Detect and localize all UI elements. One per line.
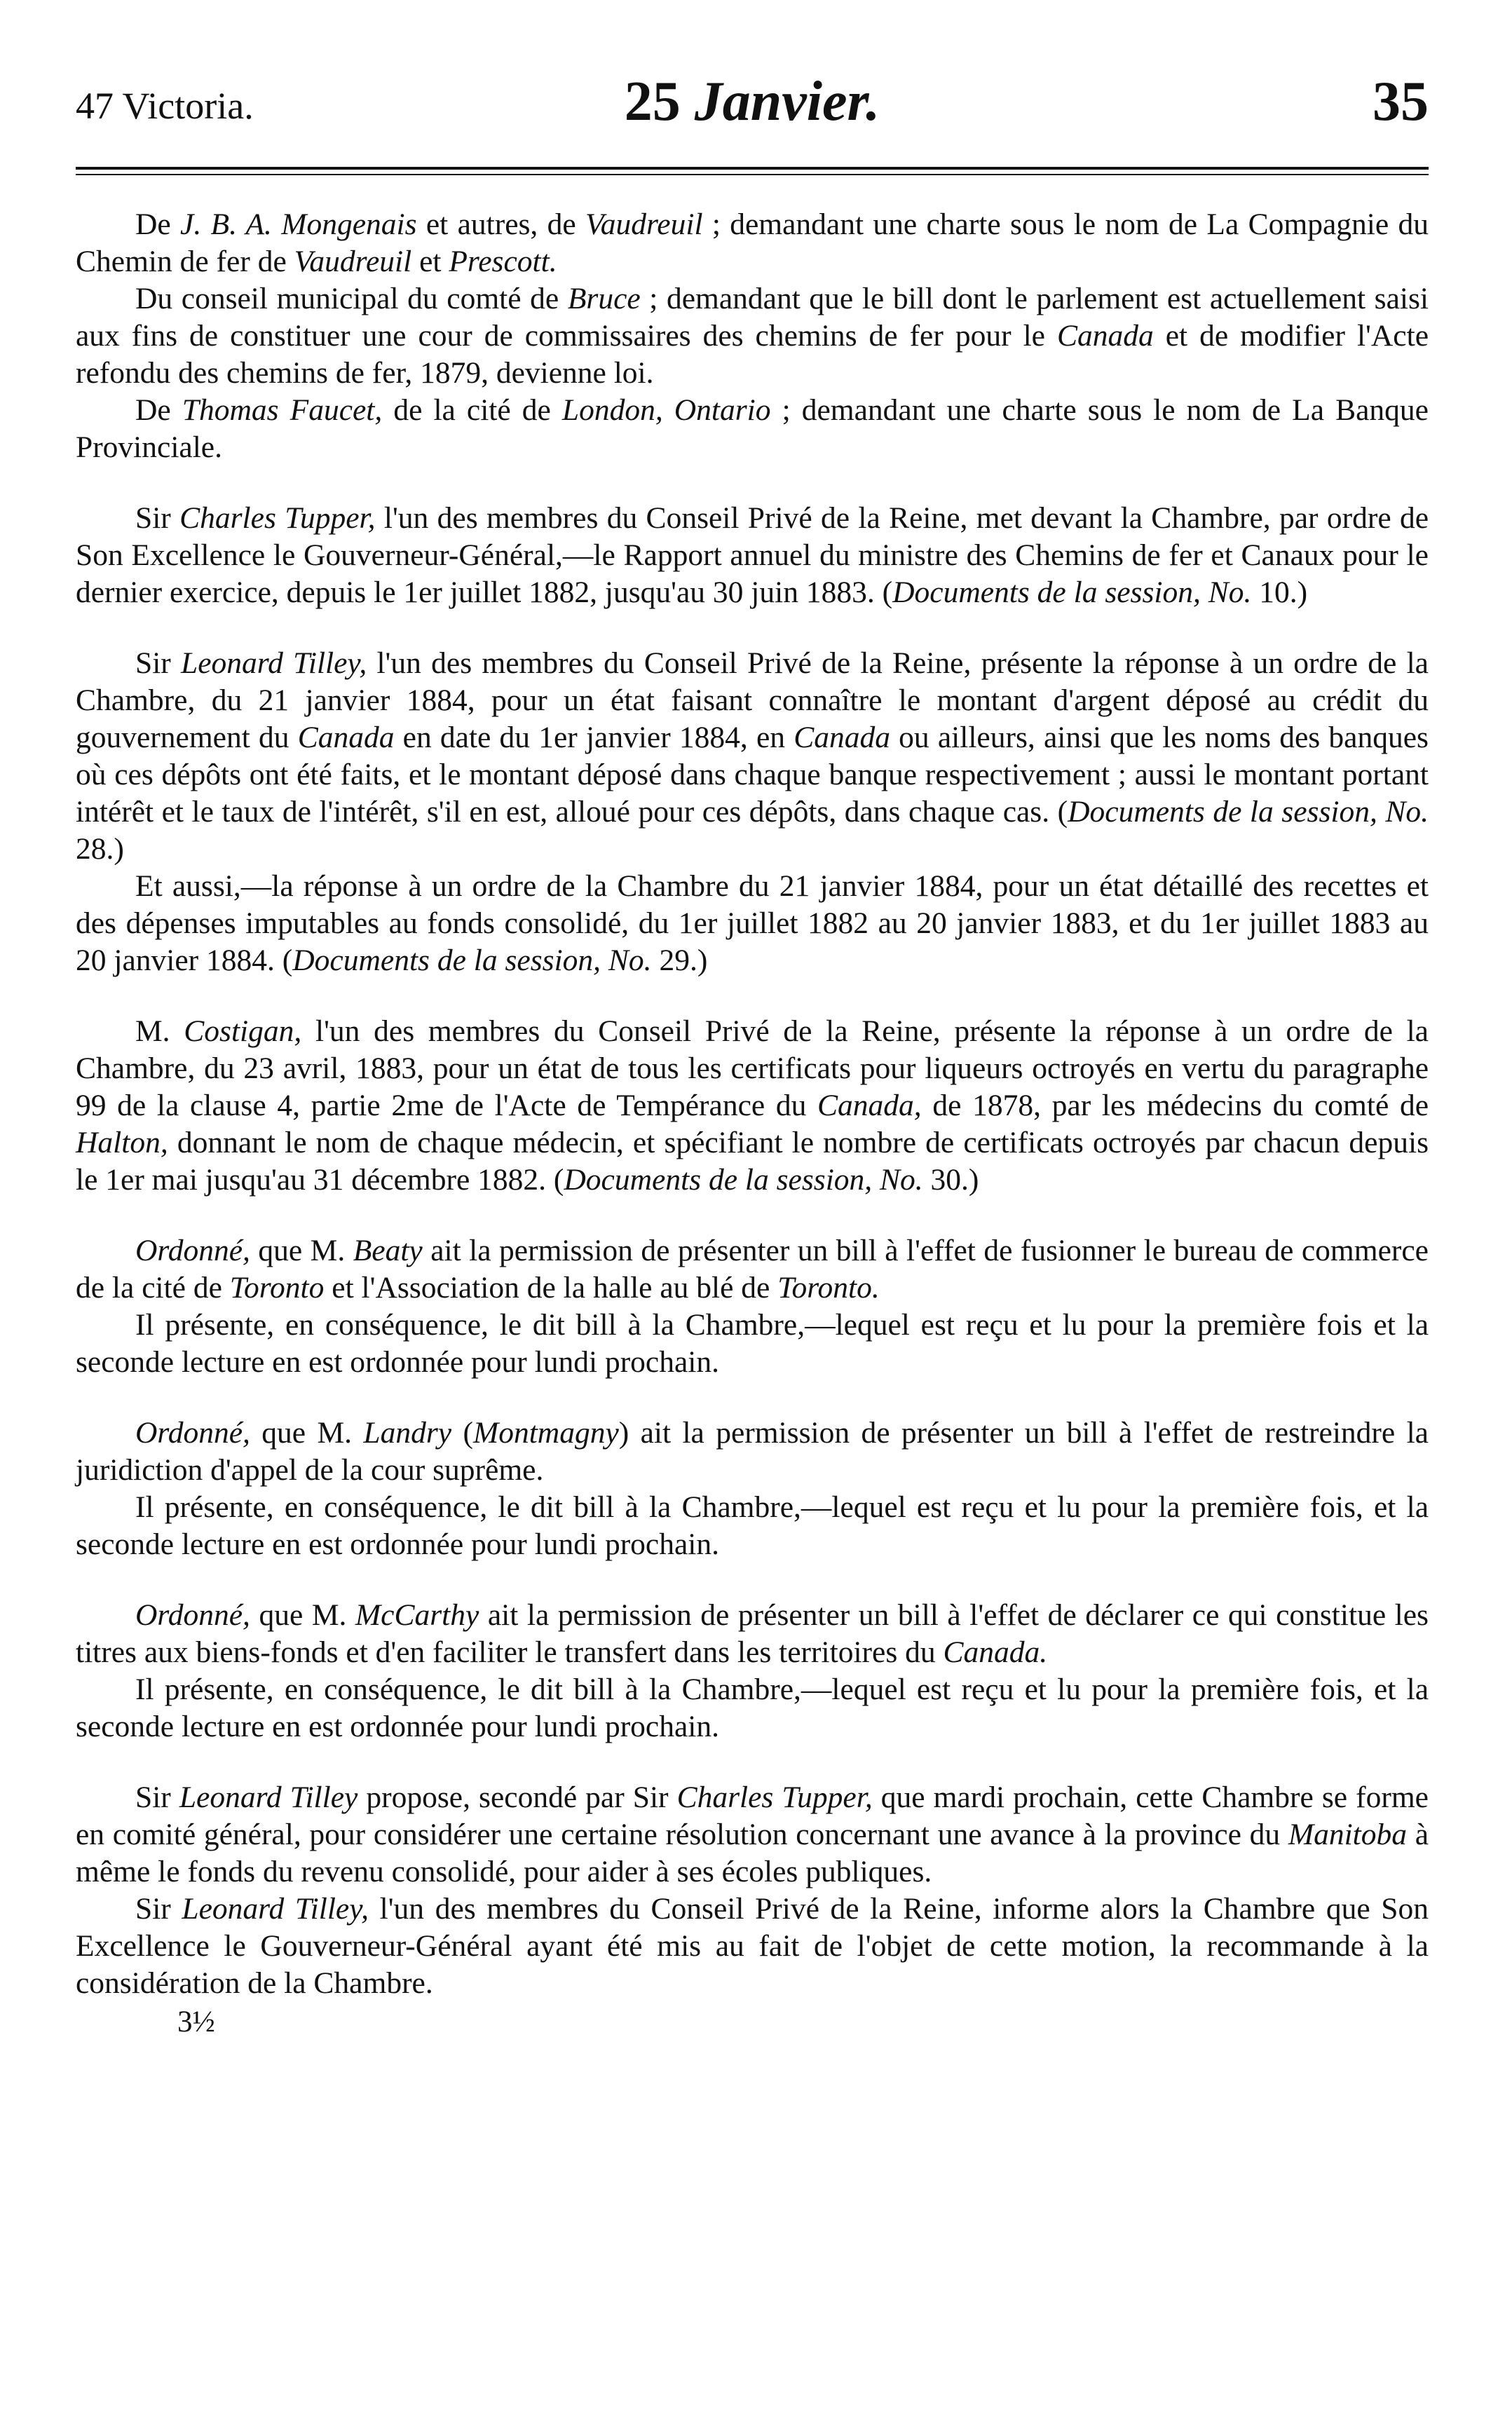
header-rule — [76, 167, 1429, 175]
italic-text: Canada. — [943, 1635, 1048, 1669]
italic-text: Documents de la session, No. — [564, 1163, 923, 1197]
italic-text: Ordonné, — [135, 1416, 250, 1450]
text-run: M. — [135, 1014, 184, 1048]
italic-text: Canada, — [817, 1089, 922, 1122]
paragraph — [76, 1779, 1429, 1891]
text-run: que M. — [250, 1598, 355, 1632]
italic-text: McCarthy — [355, 1598, 479, 1632]
italic-text: Costigan, — [184, 1014, 302, 1048]
text-run: Et aussi,—la réponse à un ordre de la Chambre du 21 janvier 1884, pour un état détaillé des recettes et des dépenses imputables au fonds consolidé, du 1er juillet 1882 au 20 janvier 1883, et du 1er juillet 1883 au 20 janvier 1884. ( — [76, 869, 1429, 977]
text-run: 10.) — [1251, 576, 1308, 609]
text-run: et autres, de — [416, 207, 585, 241]
italic-text: Charles Tupper, — [676, 1781, 873, 1814]
text-run: De — [135, 207, 181, 241]
text-run: Il présente, en conséquence, le dit bill à la Chambre,—lequel est reçu et lu pour la première fois et la seconde lecture en est ordonnée pour lundi prochain. — [76, 1308, 1429, 1379]
paragraph — [76, 1415, 1429, 1489]
paragraph — [76, 206, 1429, 280]
italic-text: Vaudreuil — [294, 245, 412, 278]
text-run: ; demandant une charte sous le nom de La Banque Provinciale. — [76, 393, 1429, 464]
italic-text: Documents de la session, No. — [292, 944, 652, 977]
italic-text: Manitoba — [1288, 1818, 1407, 1851]
italic-text: Documents de la session, No. — [1068, 795, 1429, 829]
text-run: l'un des membres du Conseil Privé de la Reine, présente la réponse à un ordre de la Chambre, du 23 avril, 1883, pour un état de tous les certificats pour liqueurs octroyés en vertu du paragraphe 99 de la clause 4, partie 2me de l'Acte de Tempérance du — [76, 1014, 1429, 1122]
italic-text: Beaty — [353, 1234, 423, 1267]
italic-text: Montmagny — [472, 1416, 619, 1450]
text-run: ou ailleurs, ainsi que les noms des banques où ces dépôts ont été faits, et le montant déposé dans chaque banque respectivement ; aussi le montant portant intérêt et le taux de l'intérêt, s'il en est, alloué pour ces dépôts, dans chaque cas. ( — [76, 721, 1429, 829]
italic-text: Toronto — [229, 1271, 325, 1305]
paragraph — [76, 280, 1429, 392]
text-run: Il présente, en conséquence, le dit bill à la Chambre,—lequel est reçu et lu pour la première fois, et la seconde lecture en est ordonnée pour lundi prochain. — [76, 1490, 1429, 1561]
italic-text: Canada — [1056, 319, 1154, 353]
text-run: de 1878, par les médecins du comté de — [921, 1089, 1429, 1122]
text-run: ; demandant que le bill dont le parlement est actuellement saisi aux fins de constituer une cour de commissaires des chemins de fer pour le — [76, 282, 1429, 353]
italic-text: London, Ontario — [561, 393, 771, 427]
text-run: que mardi prochain, cette Chambre se forme en comité général, pour considérer une certaine résolution concernant une avance à la province du — [76, 1781, 1429, 1851]
paragraph — [76, 868, 1429, 979]
text-run: ait la permission de présenter un bill à l'effet de fusionner le bureau de commerce de la cité de — [76, 1234, 1429, 1305]
text-run: et de modifier l'Acte refondu des chemins de fer, 1879, devienne loi. — [76, 319, 1429, 390]
text-run: 29.) — [651, 944, 708, 977]
text-run: ) ait la permission de présenter un bill à l'effet de restreindre la juridiction d'appel de la cour suprême. — [76, 1416, 1429, 1487]
text-run: ( — [451, 1416, 473, 1450]
paragraph — [76, 1671, 1429, 1745]
italic-text: Ordonné, — [135, 1598, 250, 1632]
paragraph — [76, 1013, 1429, 1199]
text-run: ait la permission de présenter un bill à l'effet de déclarer ce qui constitue les titres aux biens-fonds et d'en faciliter le transfert dans les territoires du — [76, 1598, 1429, 1669]
header-regnal-year: 47 Victoria. — [76, 85, 254, 127]
paragraph — [76, 500, 1429, 611]
page-number: 35 — [1373, 71, 1429, 132]
italic-text: Ordonné, — [135, 1234, 250, 1267]
signature-mark: 3½ — [177, 2006, 215, 2038]
journal-body — [76, 206, 1429, 2002]
text-run: en date du 1er janvier 1884, en — [394, 721, 794, 754]
header-date-month: Janvier. — [694, 71, 880, 132]
text-run: donnant le nom de chaque médecin, et spécifiant le nombre de certificats octroyés par chacun depuis le 1er mai jusqu'au 31 décembre 1882. ( — [76, 1126, 1429, 1197]
text-run: l'un des membres du Conseil Privé de la Reine, présente la réponse à un ordre de la Chambre, du 21 janvier 1884, pour un état faisant connaître le montant d'argent déposé au crédit du gouvernement du — [76, 646, 1429, 754]
document-page — [76, 63, 1429, 2376]
text-run: à même le fonds du revenu consolidé, pour aider à ses écoles publiques. — [76, 1818, 1429, 1888]
text-run: Sir — [135, 646, 182, 680]
text-run: l'un des membres du Conseil Privé de la Reine, informe alors la Chambre que Son Excellence le Gouverneur-Général ayant été mis au fait de l'objet de cette motion, la recommande à la considération de la Chambre. — [76, 1892, 1429, 2000]
text-run: De — [135, 393, 182, 427]
paragraph — [76, 1891, 1429, 2002]
italic-text: Vaudreuil — [585, 207, 703, 241]
text-run: l'un des membres du Conseil Privé de la Reine, met devant la Chambre, par ordre de Son Excellence le Gouverneur-Général,—le Rapport annuel du ministre des Chemins de fer et Canaux pour le dernier exercice, depuis le 1er juillet 1882, jusqu'au 30 juin 1883. ( — [76, 501, 1429, 609]
text-run: Il présente, en conséquence, le dit bill à la Chambre,—lequel est reçu et lu pour la première fois, et la seconde lecture en est ordonnée pour lundi prochain. — [76, 1673, 1429, 1743]
italic-text: Landry — [363, 1416, 452, 1450]
italic-text: Leonard Tilley — [179, 1781, 358, 1814]
italic-text: Prescott. — [449, 245, 557, 278]
text-run: Sir — [135, 501, 180, 535]
text-run: et l'Association de la halle au blé de — [324, 1271, 778, 1305]
text-run: Sir — [135, 1892, 182, 1926]
text-run: Sir — [135, 1781, 179, 1814]
italic-text: Halton, — [76, 1126, 168, 1159]
running-header — [76, 63, 1429, 140]
italic-text: Charles Tupper, — [179, 501, 376, 535]
paragraph — [76, 1597, 1429, 1671]
italic-text: Canada — [297, 721, 395, 754]
paragraph — [76, 1489, 1429, 1563]
text-run: propose, secondé par Sir — [357, 1781, 677, 1814]
paragraph — [76, 645, 1429, 868]
italic-text: Leonard Tilley, — [181, 646, 367, 680]
italic-text: Bruce — [567, 282, 641, 315]
italic-text: J. B. A. Mongenais — [180, 207, 417, 241]
italic-text: Canada — [794, 721, 890, 754]
text-run: que M. — [250, 1416, 364, 1450]
header-date-day: 25 — [624, 71, 681, 132]
italic-text: Leonard Tilley, — [182, 1892, 369, 1926]
text-run: Du conseil municipal du comté de — [135, 282, 568, 315]
italic-text: Thomas Faucet, — [182, 393, 383, 427]
paragraph — [76, 392, 1429, 466]
text-run: 28.) — [76, 832, 124, 866]
text-run: ; demandant une charte sous le nom de La Compagnie du Chemin de fer de — [76, 207, 1429, 278]
paragraph — [76, 1232, 1429, 1307]
text-run: de la cité de — [382, 393, 562, 427]
header-date — [76, 70, 1429, 134]
text-run: que M. — [250, 1234, 353, 1267]
paragraph — [76, 1307, 1429, 1381]
text-run: 30.) — [922, 1163, 979, 1197]
italic-text: Toronto. — [777, 1271, 880, 1305]
text-run: et — [411, 245, 449, 278]
italic-text: Documents de la session, No. — [892, 576, 1252, 609]
